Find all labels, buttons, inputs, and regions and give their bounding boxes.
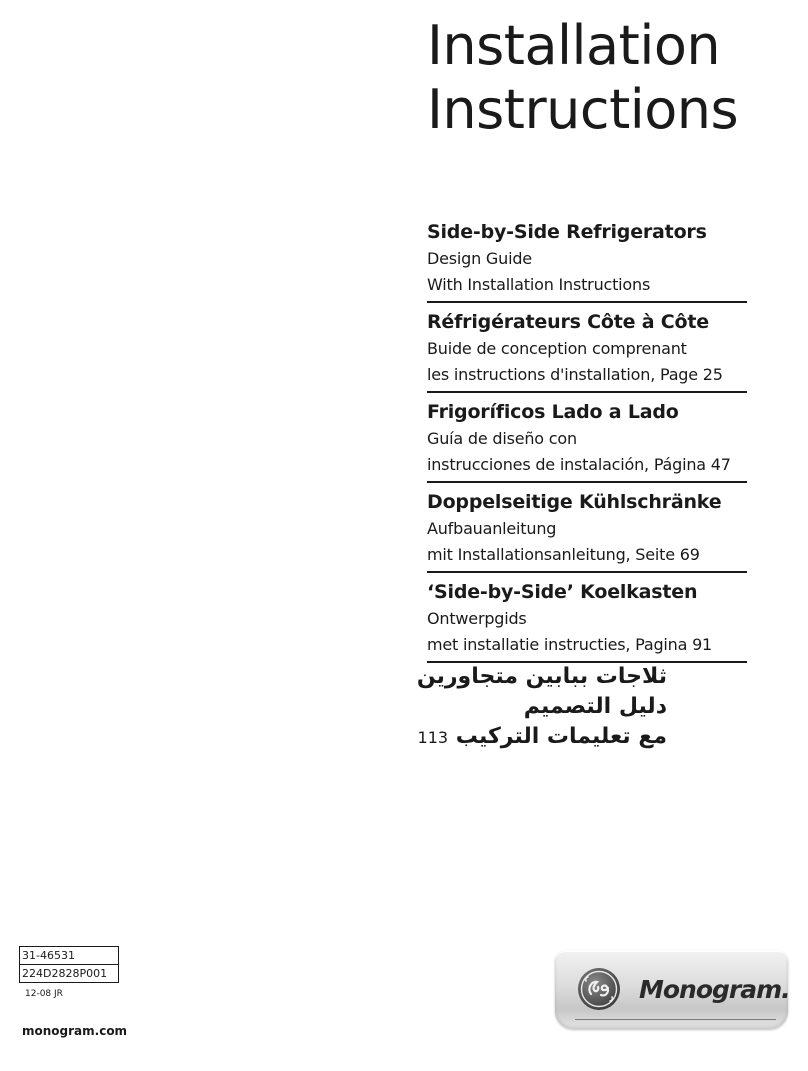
- section-german: [427, 485, 747, 573]
- section-english: [427, 215, 747, 303]
- section-line: mit Installationsanleitung, Seite 69: [427, 545, 700, 564]
- monogram-logo-badge: [555, 951, 788, 1029]
- section-line: Ontwerpgids: [427, 609, 527, 628]
- monogram-wordmark: Monogram.: [639, 975, 790, 1004]
- section-line: With Installation Instructions: [427, 275, 651, 294]
- page-title: [427, 14, 738, 142]
- arabic-line: دليل التصميم: [523, 694, 667, 719]
- section-line: Buide de conception comprenant: [427, 339, 687, 358]
- part-number: 224D2828P001: [20, 964, 118, 982]
- section-heading: Side-by-Side Refrigerators: [427, 221, 707, 243]
- arabic-line-text: مع تعليمات التركيب: [455, 724, 667, 749]
- ge-logo-icon: [577, 967, 621, 1011]
- section-french: [427, 305, 747, 393]
- section-spanish: [427, 395, 747, 483]
- section-arabic: [416, 662, 667, 753]
- arabic-line: [417, 722, 667, 753]
- section-line: les instructions d'installation, Page 25: [427, 365, 723, 384]
- arabic-page-number: 113: [417, 728, 449, 747]
- section-heading: Doppelseitige Kühlschränke: [427, 491, 722, 513]
- section-line: Guía de diseño con: [427, 429, 577, 448]
- section-line: instrucciones de instalación, Página 47: [427, 455, 731, 474]
- section-line: Design Guide: [427, 249, 532, 268]
- badge-divider: [575, 1019, 776, 1020]
- arabic-heading: ثلاجات ببابين متجاورين: [416, 664, 667, 689]
- document-number: 31-46531: [22, 949, 75, 962]
- section-line: met installatie instructies, Pagina 91: [427, 635, 713, 654]
- section-heading: ‘Side-by-Side’ Koelkasten: [427, 581, 698, 603]
- section-dutch: [427, 575, 747, 663]
- section-line: Aufbauanleitung: [427, 519, 557, 538]
- title-line-2: Instructions: [427, 78, 739, 141]
- title-line-1: Installation: [427, 14, 721, 77]
- website-url: monogram.com: [22, 1024, 128, 1038]
- document-number-box: [19, 946, 119, 983]
- revision-code: 12-08 JR: [25, 989, 63, 999]
- language-sections: [427, 215, 747, 663]
- section-heading: Frigoríficos Lado a Lado: [427, 401, 679, 423]
- section-heading: Réfrigérateurs Côte à Côte: [427, 311, 709, 333]
